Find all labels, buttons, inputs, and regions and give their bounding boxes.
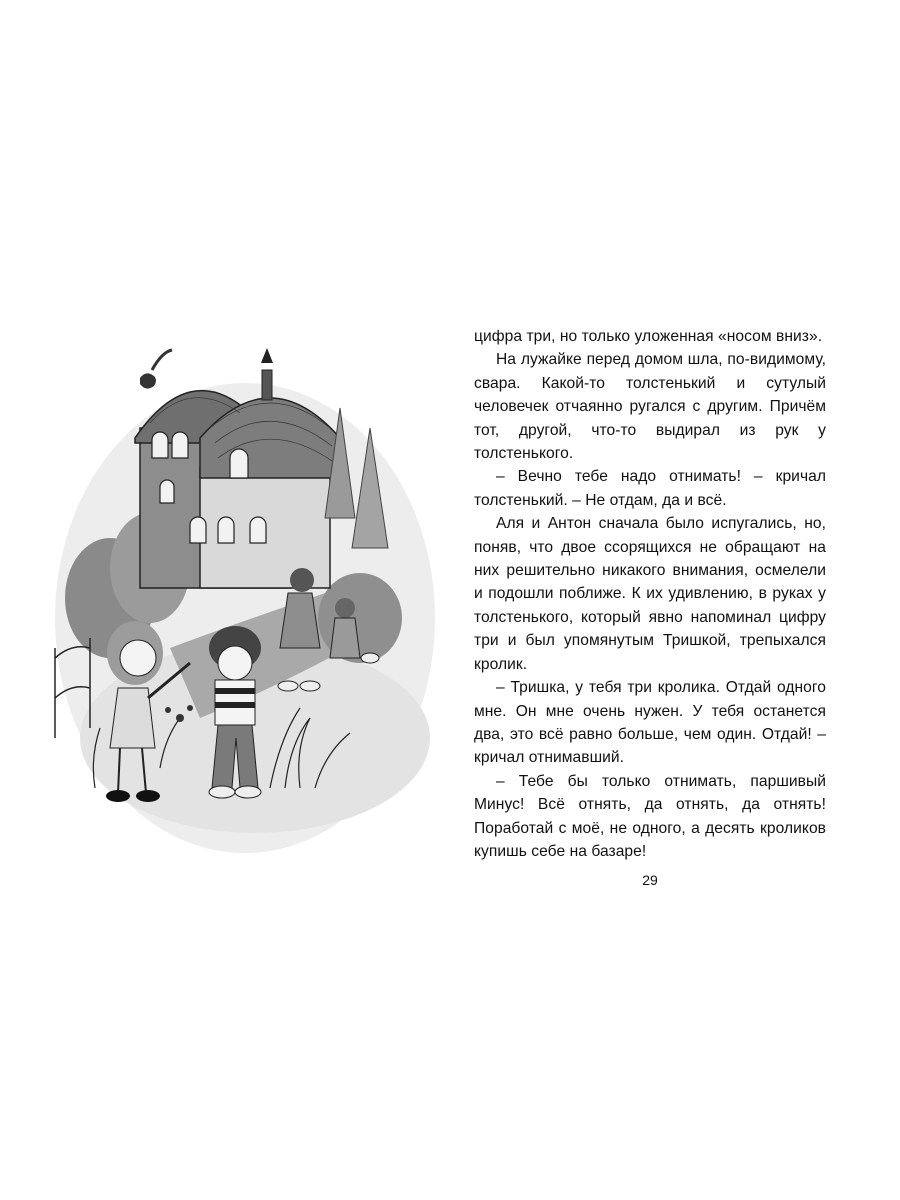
paragraph-4: Аля и Антон сначала было испугались, но, поняв, что двое ссорящихся не обращают на них решительно никакого внимания, осмелели и подошли поближе. К их удивлению, в руках у толстенького, который явно напоминал цифру три и был упомянутым Тришкой, трепыхался кролик.	[474, 515, 826, 673]
text-column	[474, 325, 826, 863]
paragraph-5: – Тришка, у тебя три кролика. Отдай одного мне. Он мне очень нужен. У тебя останется два, это всё равно больше, чем один. Отдай! – кричал отнимавший.	[474, 679, 826, 767]
page-number: 29	[642, 872, 658, 888]
paragraph-2: На лужайке перед домом шла, по-видимому, свара. Какой-то толстенький и сутулый человечек отчаянно ругался с другим. Причём тот, другой, что-то выдирал из рук у толстенького.	[474, 351, 826, 463]
house-and-children-illustration	[40, 318, 440, 858]
paragraph-3: – Вечно тебе надо отнимать! – кричал толстенький. – Не отдам, да и всё.	[474, 468, 826, 509]
paragraph-6: – Тебе бы только отнимать, паршивый Минус! Всё отнять, да отнять, да отнять! Поработай с моё, не одного, а десять кроликов купишь себе на базаре!	[474, 772, 826, 860]
paragraph-1: цифра три, но только уложенная «носом вниз».	[474, 328, 823, 345]
illustration-drawing	[40, 318, 440, 858]
